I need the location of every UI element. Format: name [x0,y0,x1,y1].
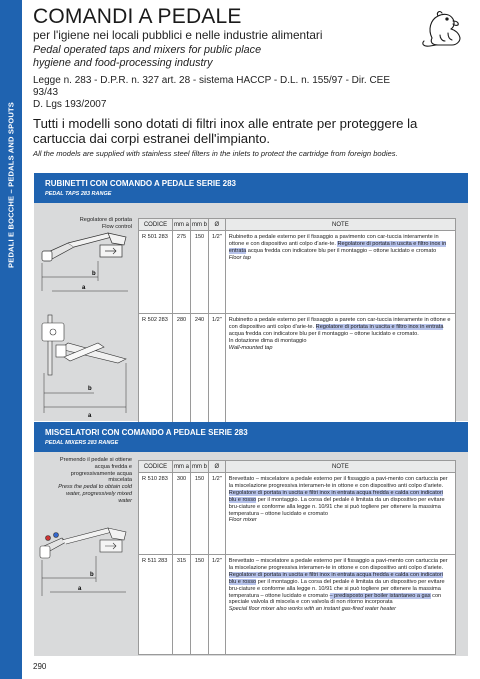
mixer-caption-en: Press the pedal to obtain cold water, progressively mixed water [58,484,132,504]
dim-b-label: b [92,271,96,277]
note-en: Floor tap [228,254,251,261]
note-text: acqua fredda con indicatore blu per il montaggio – ottone lucidato e cromato [246,247,437,254]
table-row [139,473,456,555]
dim-a-label: a [88,413,92,419]
col-codice: CODICE [139,461,173,473]
mixer-caption [54,457,132,505]
norms-line-2: D. Lgs 193/2007 [33,99,107,110]
table-row [139,231,456,314]
page-subtitle-en-1: Pedal operated taps and mixers for public place [33,44,262,56]
section-taps-header [34,173,468,203]
row-note [225,555,455,655]
note-highlight: Regolatore di portata in uscita e filtro inox in entrata [315,323,444,330]
row-b: 150 [191,231,209,314]
section-taps-subtitle: PEDAL TAPS 283 RANGE [45,191,112,197]
table-row [139,314,456,424]
row-b: 150 [191,473,209,555]
note-highlight: – predisposto per boiler istantaneo a gas [329,592,431,599]
col-mm-b: mm b [191,461,209,473]
note-text: Rubinetto a pedale esterno per il fissaggio a pavimento con car-tuccia interamente in ottone e con dispositivo anti colpo d'arie-te. [228,234,439,247]
page-header [33,5,418,158]
norms-line-1: Legge n. 283 - D.P.R. n. 327 art. 28 - sistema HACCP - D.L. n. 155/97 - Dir. CEE 93/43 [33,75,391,98]
note-text: per il montaggio. La corsa del pedale è limitata da un dispositivo per evitare bru-ciature e conforme alla legge n. 10/91 che si può togliere per ottenere la massima temperatura – ottone lucidato e cromato [228,578,445,599]
section-mixers-title: MISCELATORI CON COMANDO A PEDALE SERIE 283 [45,428,248,437]
page-subtitle: per l'igiene nei locali pubblici e nelle industrie alimentari [33,28,323,42]
row-diameter: 1/2" [209,473,226,555]
wall-tap-drawing [38,313,134,419]
col-note: NOTE [225,219,455,231]
taps-table [138,218,456,424]
floor-tap-drawing [38,231,134,317]
col-diameter: Ø [209,461,226,473]
tagline-en: All the models are supplied with stainless steel filters in the inlets to protect the cartridge from foreign bodies. [33,149,398,158]
row-code: R 510 283 [139,473,173,555]
row-b: 240 [191,314,209,424]
page-subtitle-en-2: hygiene and food-processing industry [33,57,213,69]
section-taps-panel [34,173,468,421]
section-mixers-header [34,422,468,452]
table-row [139,555,456,655]
row-code: R 501 283 [139,231,173,314]
dim-a-label: a [78,586,82,592]
flow-control-caption [36,217,132,231]
floor-mixer-drawing [38,526,134,614]
note-text: per il montaggio. La corsa del pedale è limitata da un dispositivo per evitare bru-ciature e conforme alla legge n. 10/91 che si può togliere per ottenere la massima temperatura – ottone lucidato e cromato [228,496,445,517]
col-mm-a: mm a [173,461,191,473]
row-note [225,231,455,314]
row-note [225,473,455,555]
row-code: R 511 283 [139,555,173,655]
dim-a-label: a [82,285,86,291]
row-diameter: 1/2" [209,314,226,424]
row-note [225,314,455,424]
page-title: COMANDI A PEDALE [33,5,242,28]
col-codice: CODICE [139,219,173,231]
row-a: 275 [173,231,191,314]
dim-b-label: b [90,572,94,578]
row-a: 315 [173,555,191,655]
row-code: R 502 283 [139,314,173,424]
col-note: NOTE [225,461,455,473]
col-diameter: Ø [209,219,226,231]
col-mm-b: mm b [191,219,209,231]
note-text: Brevettato – miscelatore a pedale esterno per il fissaggio a pavi-mento con cartuccia per la miscelazione progressiva interamen-te in ottone e con dispositivo anti colpo d'ariete. [228,558,448,571]
row-b: 150 [191,555,209,655]
mixers-table [138,460,456,655]
row-diameter: 1/2" [209,231,226,314]
note-text: con speciale valvola di miscela e con valvola di non ritorno incorporata [228,592,442,606]
row-diameter: 1/2" [209,555,226,655]
note-text: Rubinetto a pedale esterno per il fissaggio a parete con car-tuccia interamente in ottone e con dispositivo anti colpo d'arie-te. [228,317,451,330]
flow-control-caption-it: Regolatore di portata [79,217,132,223]
beaver-logo-icon [418,8,468,48]
col-mm-a: mm a [173,219,191,231]
tagline: Tutti i modelli sono dotati di filtri inox alle entrate per proteggere la cartuccia dai corpi estranei dell'impianto. [33,116,418,146]
note-text: acqua fredda con indicatore blu per il montaggio – ottone lucidato e cromato. [228,330,419,337]
row-a: 300 [173,473,191,555]
flow-control-caption-en: Flow control [101,223,132,230]
note-highlight: Regolatore di portata in uscita e filtri inox in entrata acqua fredda e calda con indicatori blu e rosso [228,489,444,503]
sidebar-band [0,0,22,679]
page-number: 290 [33,662,47,671]
sidebar-label: PEDALI E BOCCHE – PEDALS AND SPOUTS [6,102,16,268]
section-mixers-subtitle: PEDAL MIXERS 283 RANGE [45,440,119,446]
note-highlight: Regolatore di portata in uscita e filtri inox in entrata acqua fredda e calda con indicatori blu e rosso [228,571,444,585]
note-en: Special floor mixer also works with an instant gas-fired water heater [228,606,397,613]
row-a: 280 [173,314,191,424]
note-en: Floor mixer [228,517,257,524]
note-extra: In dotazione dima di montaggio [228,337,307,344]
dim-b-label: b [88,386,92,392]
section-taps-title: RUBINETTI CON COMANDO A PEDALE SERIE 283 [45,179,236,188]
note-en: Wall-mounted tap [228,344,273,351]
mixers-table-header [139,461,456,473]
mixer-caption-it: Premendo il pedale si ottiene acqua fredda e progressivamente acqua miscelata [59,457,132,484]
section-mixers-panel [34,422,468,656]
note-highlight: Regolatore di portata in uscita e filtro inox in entrata [228,240,447,254]
taps-table-header [139,219,456,231]
note-text: Brevettato – miscelatore a pedale esterno per il fissaggio a pavi-mento con cartuccia per la miscelazione progressiva interamen-te in ottone e con dispositivo anti colpo d'ariete. [228,476,448,489]
